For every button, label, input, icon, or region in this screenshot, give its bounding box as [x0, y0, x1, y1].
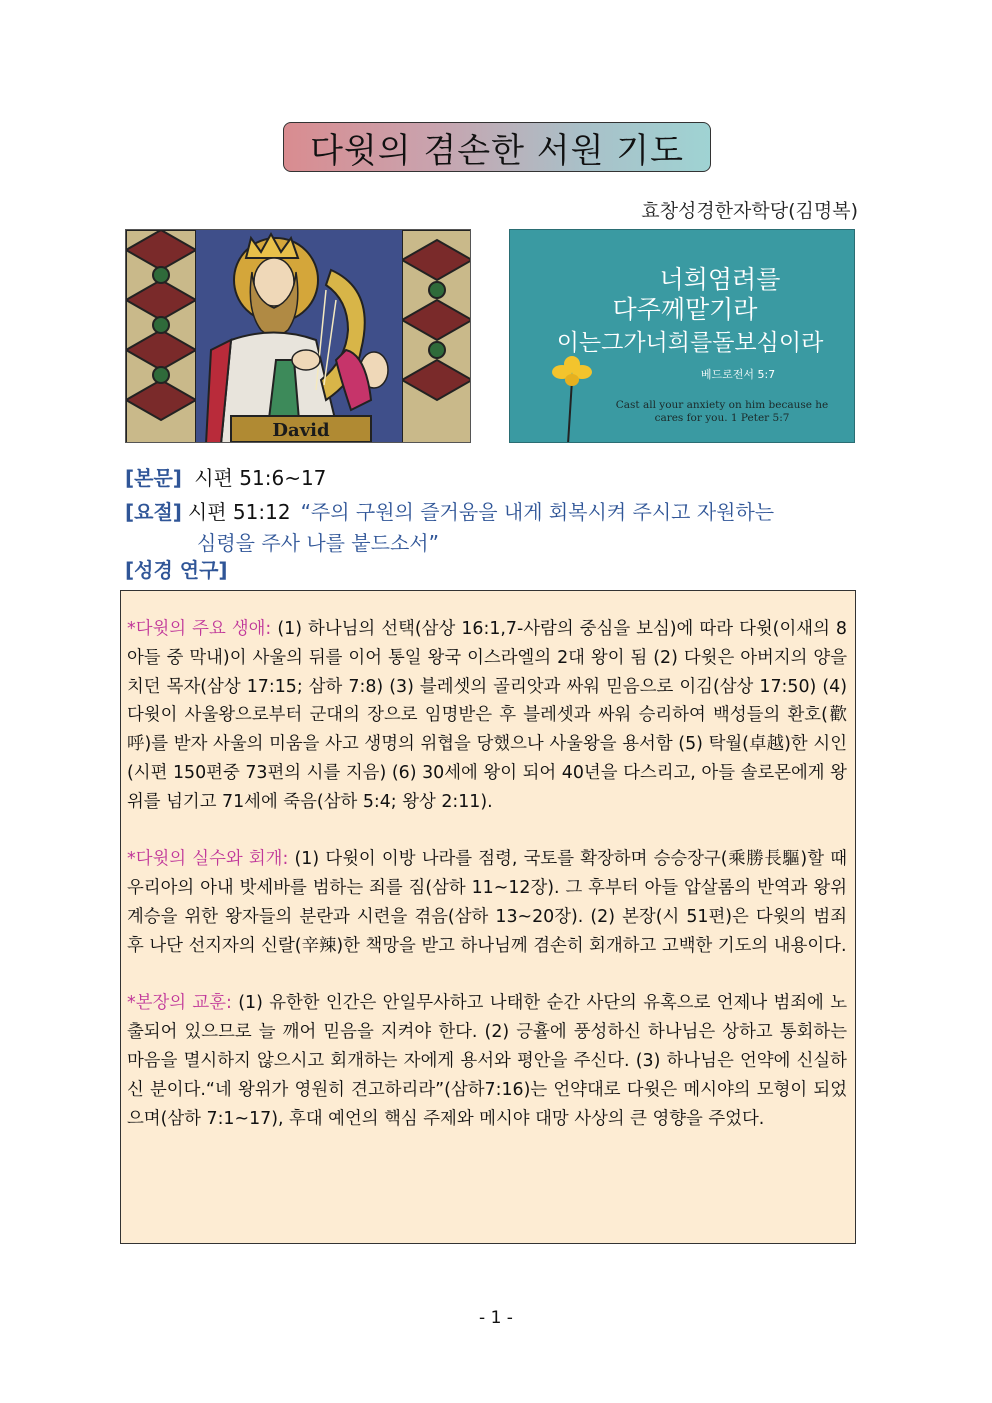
- david-stained-glass-image: [125, 229, 471, 443]
- text-tag: [본문]: [125, 466, 182, 490]
- stained-glass-illustration: [126, 230, 471, 443]
- author: 효창성경한자학당(김명복): [641, 200, 858, 222]
- english-verse-line-2: cares for you. 1 Peter 5:7: [654, 412, 790, 424]
- section-life-heading: *다윗의 주요 생애:: [127, 619, 272, 639]
- plaque-label: David: [272, 420, 330, 441]
- section-life-body: (1) 하나님의 선택(삼상 16:1,7-사람의 중심을 보심)에 따라 다윗(이새의 8아들 중 막내)이 사울의 뒤를 이어 통일 왕국 이스라엘의 2대 왕이 됨 (2) 다윗은 아버지의 양을 치던 목자(삼상 17:15; 삼하 7:8) (3) 블레셋의 골리앗과 싸워 믿음으로 이김(삼상 17:50) (4) 다윗이 사울왕으로부터 군대의 장으로 임명받은 후 블레셋과 싸워 승리하여 백성들의 환호(歡呼)를 받자 사울의 미움을 사고 생명의 위협을 당했으나 사울왕을 용서함 (5) 탁월(卓越)한 시인(시편 150편중 73편의 시를 지음) (6) 30세에 왕이 되어 40년을 다스리고, 아들 솔로몬에게 왕위를 넘기고 71세에 죽음(삼하 5:4; 왕상 2:11).: [127, 619, 847, 812]
- text-reference-row: [125, 462, 326, 491]
- section-repentance: [127, 845, 847, 960]
- key-verse-line-2: 심령을 주사 나를 붙드소서”: [197, 531, 439, 555]
- page-title: 다윗의 겸손한 서원 기도: [310, 130, 684, 171]
- english-verse-line-1: Cast all your anxiety on him because he: [615, 399, 829, 411]
- title-box: [283, 122, 711, 172]
- peter-verse-image: [509, 229, 855, 443]
- section-lesson-heading: *본장의 교훈:: [127, 993, 232, 1014]
- calligraphy-line-2: 다주께맡기라: [612, 295, 758, 324]
- calligraphy-card: [510, 230, 855, 443]
- calligraphy-reference: 베드로전서 5:7: [700, 368, 776, 381]
- section-lesson: [127, 989, 847, 1133]
- study-box: [120, 590, 856, 1244]
- calligraphy-line-1: 너희염려를: [659, 265, 781, 294]
- section-repentance-body: (1) 다윗이 이방 나라를 점령, 국토를 확장하며 승승장구(乘勝長驅)할 때 우리아의 아내 밧세바를 범하는 죄를 짐(삼하 11~12장). 그 후부터 아들 압살롬의 반역과 왕위 계승을 위한 왕자들의 분란과 시련을 겪음(삼하 13~20장). (2) 본장(시 51편)은 다윗의 범죄 후 나단 선지자의 신랄(辛辣)한 책망을 받고 하나님께 겸손히 회개하고 고백한 기도의 내용이다.: [127, 849, 847, 956]
- section-life: [127, 615, 847, 817]
- key-verse-tag: [요절]: [125, 500, 182, 524]
- key-verse-reference: 시편 51:12: [187, 500, 291, 524]
- key-verse-line-1: “주의 구원의 즐거움을 내게 회복시켜 주시고 자원하는: [300, 500, 775, 524]
- section-repentance-heading: *다윗의 실수와 회개:: [127, 849, 289, 870]
- text-reference: 시편 51:6~17: [194, 466, 327, 490]
- section-lesson-body: (1) 유한한 인간은 안일무사하고 나태한 순간 사단의 유혹으로 언제나 범죄에 노출되어 있으므로 늘 깨어 믿음을 지켜야 한다. (2) 긍휼에 풍성하신 하나님은 상하고 통회하는 마음을 멸시하지 않으시고 회개하는 자에게 용서와 평안을 주신다. (3) 하나님은 언약에 신실하신 분이다.“네 왕위가 영원히 견고하리라”(삼하7:16)는 언약대로 다윗은 메시야의 모형이 되었으며(삼하 7:1~17), 후대 예언의 핵심 주제와 메시야 대망 사상의 큰 영향을 주었다.: [127, 993, 847, 1129]
- page-number: - 1 -: [479, 1308, 513, 1328]
- study-heading: [성경 연구]: [125, 558, 228, 582]
- key-verse-row: [125, 496, 855, 556]
- calligraphy-line-3: 이는그가너희를돌보심이라: [556, 330, 824, 356]
